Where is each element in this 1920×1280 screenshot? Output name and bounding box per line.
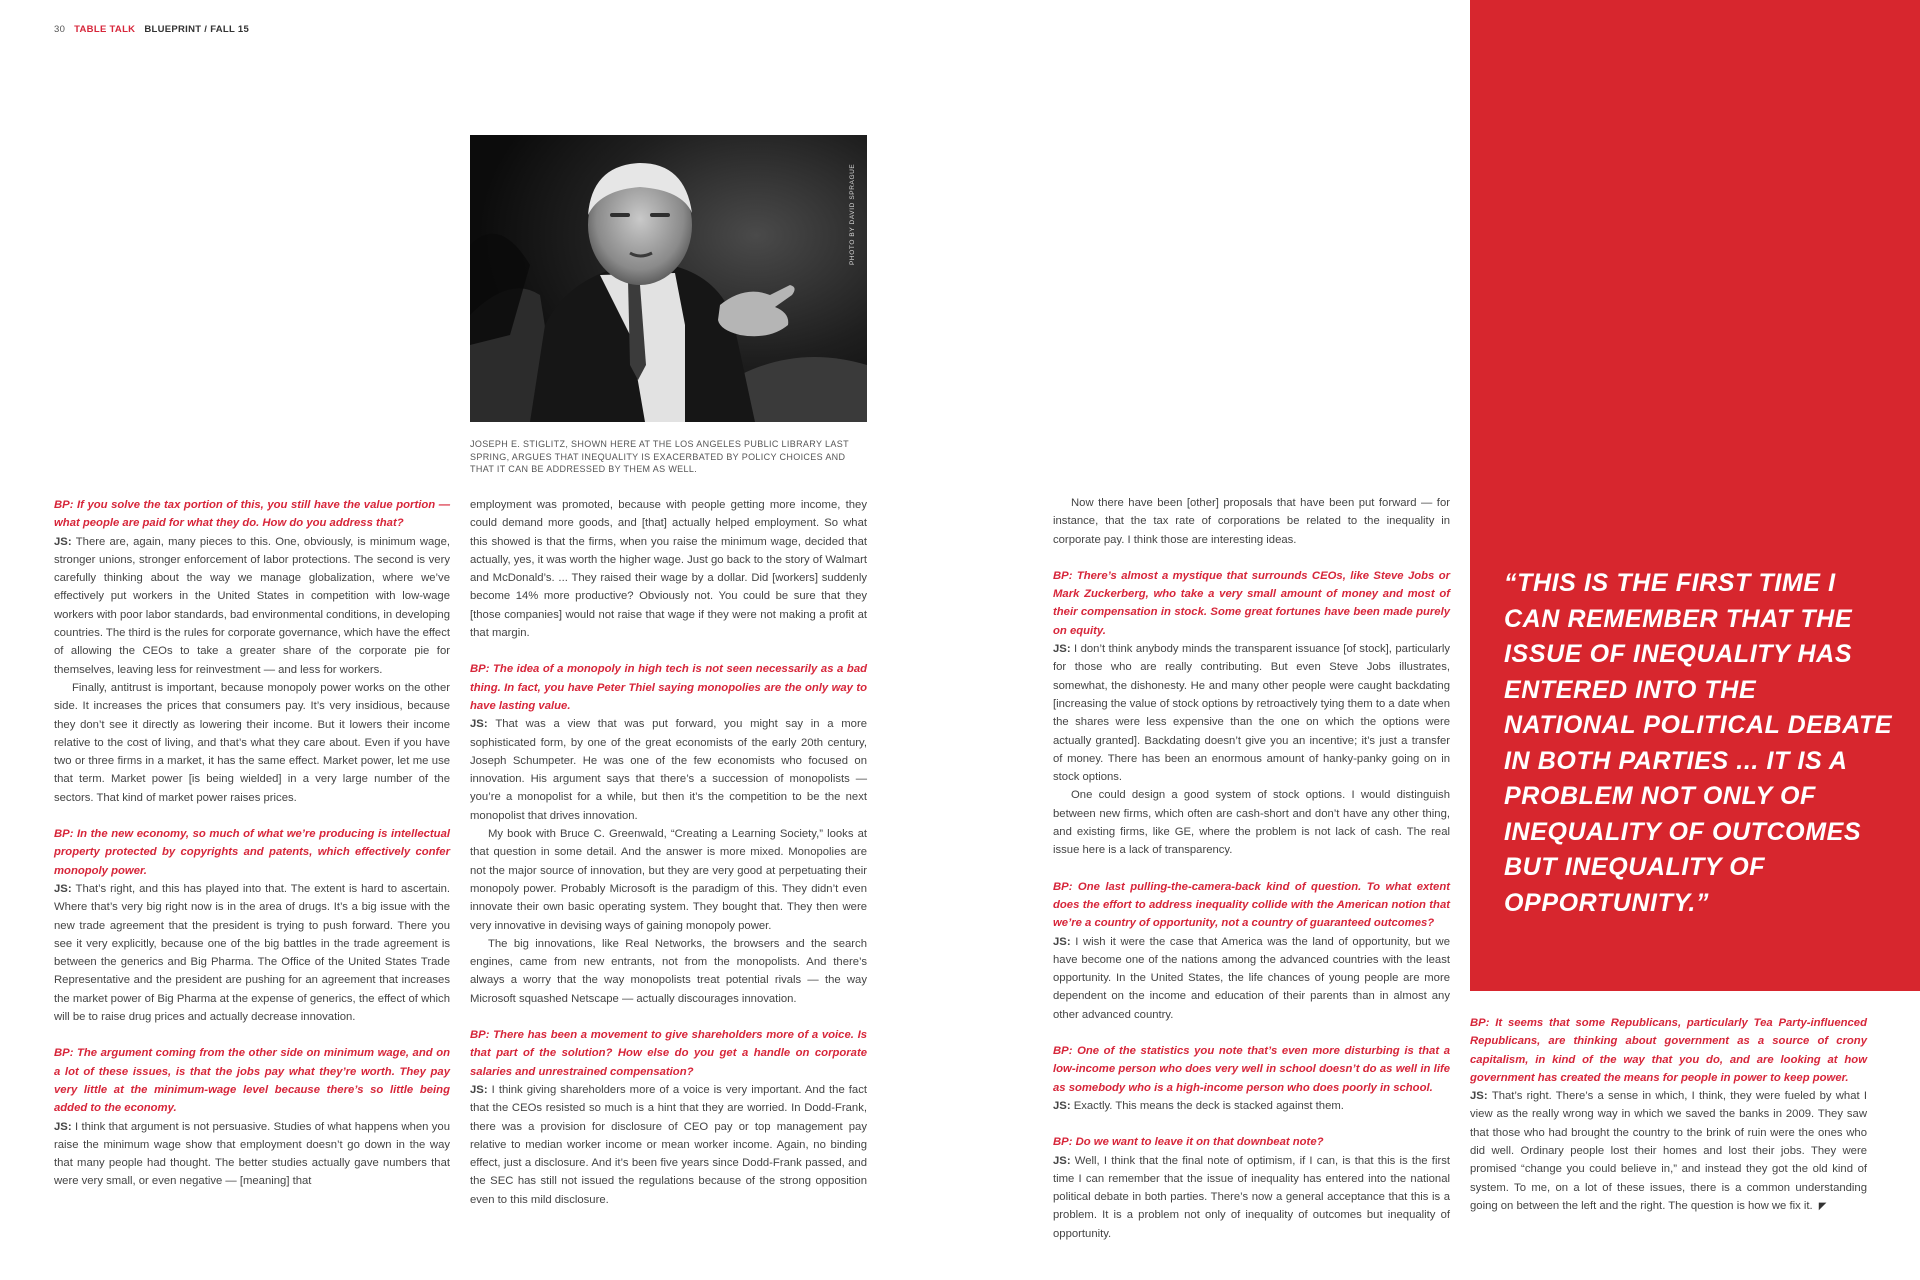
interview-answer: JS: That’s right. There’s a sense in which, I think, they were fueled by what I view as the really wrong way in which we saved the banks in 2009. They saw that those who had brought the country to the brink of ruin were the ones who did well. Ordinary people lost their homes and lost their jobs. They were promised “change you could believe in,” and instead they got the old kind of system. To me, on a lot of these issues, there is a common understanding going on between the left and the right. The question is how we fix it. ◤ [1470, 1090, 1868, 1212]
speaker-label: JS: [470, 718, 496, 731]
end-mark-icon: ◤ [1818, 1200, 1827, 1212]
article-column-1 [54, 496, 450, 1191]
page-number: 30 [54, 24, 66, 35]
speaker-label: JS: [1053, 935, 1076, 948]
interview-answer: JS: That was a view that was put forward, you might say in a more sophisticated form, by one of the great economists of the early 20th century, Joseph Schumpeter. He was one of the few economists who focused on innovation. His argument says that there’s a succession of monopolists — you’re a monopolist for a while, but then it’s the competition to be the next monopolist that drives innovation. [470, 718, 867, 822]
interview-answer: JS: Exactly. This means the deck is stacked against them. [1053, 1099, 1344, 1112]
running-header [54, 24, 249, 35]
answer-paragraph: The big innovations, like Real Networks, the browsers and the search engines, came from new entrants, not from the monopolists. And there’s always a worry that the way monopolists treat potential rivals — the way Microsoft squashed Netscape — actually discourages innovation. [470, 937, 867, 1005]
answer-continued: employment was promoted, because with people getting more income, they could demand more goods, and [that] actually helped employment. So what this showed is that the firms, when you raise the minimum wage, decided that actually, yes, it was worth the higher wage. Just go back to the story of Walmart and McDonald’s. ... They raised their wage by a dollar. Did [workers] suddenly become 14% more productive? Obviously not. You could be sure that they [those companies] would not raise that wage if they were not making a profit at that margin. [470, 499, 867, 640]
interview-question: BP: One last pulling-the-camera-back kind of question. To what extent does the effort to address inequality collide with the American notion that we’re a country of opportunity, not a country of guaranteed outcomes? [1053, 880, 1450, 930]
speaker-label: JS: [54, 1120, 75, 1133]
speaker-label: JS: [1053, 1154, 1075, 1167]
interview-question: BP: There’s almost a mystique that surrounds CEOs, like Steve Jobs or Mark Zuckerberg, who take a very small amount of money and most of their compensation in stock. Some great fortunes have been made purely on equity. [1053, 569, 1450, 637]
speaker-label: JS: [1053, 643, 1075, 656]
interview-question: BP: If you solve the tax portion of this, you still have the value portion — what people are paid for what they do. How do you address that? [54, 499, 450, 530]
pull-quote: “THIS IS THE FIRST TIME I CAN REMEMBER THAT THE ISSUE OF INEQUALITY HAS ENTERED INTO THE NATIONAL POLITICAL DEBATE IN BOTH PARTIES ... IT IS A PROBLEM NOT ONLY OF INEQUALITY OF OUTCOMES BUT INEQUALITY OF OPPORTUNITY.” [1504, 569, 1893, 917]
article-column-4 [1470, 1014, 1867, 1216]
interview-question: BP: There has been a movement to give shareholders more of a voice. Is that part of the solution? How else do you get a handle on corporate salaries and unrestrained compensation? [470, 1029, 867, 1078]
photo-credit: PHOTO BY DAVID SPRAGUE [849, 163, 856, 265]
interview-question: BP: Do we want to leave it on that downbeat note? [1053, 1136, 1324, 1149]
portrait-image [470, 135, 867, 422]
answer-paragraph: My book with Bruce C. Greenwald, “Creating a Learning Society,” looks at that question in some detail. And the answer is more mixed. Monopolies are not the major source of innovation, but they are very good at perpetuating their monopoly power. Probably Microsoft is the paradigm of this. They didn’t even innovate their own basic operating system. They bought that. They then were very innovative in devising ways of gaining monopoly power. [470, 828, 867, 932]
interview-question: BP: The idea of a monopoly in high tech is not seen necessarily as a bad thing. In fact, you have Peter Thiel saying monopolies are the only way to have lasting value. [470, 663, 867, 712]
article-column-2 [470, 496, 867, 1209]
interview-question: BP: One of the statistics you note that’s even more disturbing is that a low-income person who does very well in school doesn’t do as well in life as somebody who is a high-income person who does poorly in school. [1053, 1045, 1450, 1094]
answer-paragraph: One could design a good system of stock options. I would distinguish between new firms, which often are cash-short and don’t have any other thing, and existing firms, like GE, where the problem is not lack of cash. The real issue here is a lack of transparency. [1053, 789, 1450, 857]
interview-answer: JS: That’s right, and this has played into that. The extent is hard to ascertain. Where that’s very big right now is in the area of drugs. It’s a big issue with the new trade agreement that the president is trying to push forward. There you see it very explicitly, because one of the big battles in the trade agreement is between the generics and Big Pharma. The Office of the United States Trade Representative and the president are pushing for an agreement that increases the market power of Big Pharma at the expense of generics, the effect of which will be to raise drug prices and actually decrease innovation. [54, 882, 451, 1024]
magazine-issue: BLUEPRINT / FALL 15 [144, 24, 250, 35]
interview-answer: JS: I wish it were the case that America was the land of opportunity, but we have become one of the nations among the advanced countries with the least opportunity. In the United States, the life chances of young people are more dependent on the income and education of their parents than in almost any other advanced country. [1053, 935, 1451, 1021]
interview-question: BP: In the new economy, so much of what we’re producing is intellectual property protected by copyrights and patents, which effectively confer monopoly power. [54, 828, 450, 877]
speaker-label: JS: [1053, 1099, 1074, 1112]
speaker-label: JS: [470, 1083, 492, 1096]
article-column-3 [1053, 494, 1450, 1243]
interview-answer: JS: I think giving shareholders more of a voice is very important. And the fact that the CEOs resisted so much is a hint that they are worried. In Dodd-Frank, there was a provision for disclosure of CEO pay or top management pay relative to median worker income or mean worker income. Again, no binding effect, just a disclosure. And it’s been five years since Dodd-Frank passed, and the SEC has still not issued the regulations because of the strong opposition even to this mild disclosure. [470, 1083, 867, 1206]
speaker-label: JS: [54, 882, 76, 895]
interview-answer: JS: I think that argument is not persuasive. Studies of what happens when you raise the minimum wage show that employment doesn’t go down in the way that many people had thought. The better studies actually gave numbers that were very small, or even negative — [meaning] that [54, 1120, 451, 1188]
interview-question: BP: It seems that some Republicans, particularly Tea Party-influenced Republicans, are thinking about government as a source of crony capitalism, in kind of the way that you do, and are looking at how government has created the means for people in power to keep power. [1470, 1017, 1867, 1084]
interview-answer: JS: I don’t think anybody minds the transparent issuance [of stock], particularly for those who are really contributing. But even Steve Jobs illustrates, somewhat, the dishonesty. He and many other people were caught backdating [increasing the value of stock options by retroactively tying them to a date when the shares were less expensive than the one on which the options were actually granted]. Backdating doesn’t give you an incentive; it’s just a transfer of money. There has been an enormous amount of hanky-panky going on in stock options. [1053, 643, 1451, 784]
speaker-label: JS: [54, 535, 76, 548]
photo-caption: JOSEPH E. STIGLITZ, SHOWN HERE AT THE LOS ANGELES PUBLIC LIBRARY LAST SPRING, ARGUES THAT INEQUALITY IS EXACERBATED BY POLICY CHOICES AND THAT IT CAN BE ADDRESSED BY THEM AS WELL. [470, 439, 849, 474]
interview-question: BP: The argument coming from the other side on minimum wage, and on a lot of these issues, is that the jobs pay what they’re worth. They pay very little at the minimum-wage level because there’s so little being added to the economy. [54, 1047, 450, 1115]
speaker-label: JS: [1470, 1090, 1492, 1103]
interview-answer: JS: Well, I think that the final note of optimism, if I can, is that this is the first time I can remember that the issue of inequality has entered into the national political debate in both parties. There’s now a general acceptance that this is a problem. It is a problem not only of inequality of outcomes but inequality of opportunity. [1053, 1154, 1450, 1240]
answer-paragraph: Now there have been [other] proposals that have been put forward — for instance, that the tax rate of corporations be related to the inequality in corporate pay. I think those are interesting ideas. [1053, 497, 1450, 546]
portrait-photo [470, 135, 867, 422]
interview-answer: JS: There are, again, many pieces to this. One, obviously, is minimum wage, stronger unions, stronger enforcement of labor protections. The second is very carefully thinking about the way we manage globalization, where we’ve effectively put workers in the United States in competition with low-wage workers with poor labor standards, bad environmental conditions, in developing countries. The third is the rules for corporate governance, which have the effect of allowing the CEOs to take a greater share of the corporate pie for themselves, leaving less for reinvestment — and less for workers. [54, 535, 450, 676]
answer-paragraph: Finally, antitrust is important, because monopoly power works on the other side. It increases the prices that consumers pay. It’s very insidious, because they don’t see it directly as lowering their income. But it lowers their income relative to the cost of living, and that’s what they care about. Even if you have two or three firms in a market, it has the same effect. Market power, let me use that term. Market power [is being wielded] in a very large number of the sectors. That kind of market power raises prices. [54, 681, 450, 804]
section-title: TABLE TALK [74, 24, 136, 35]
